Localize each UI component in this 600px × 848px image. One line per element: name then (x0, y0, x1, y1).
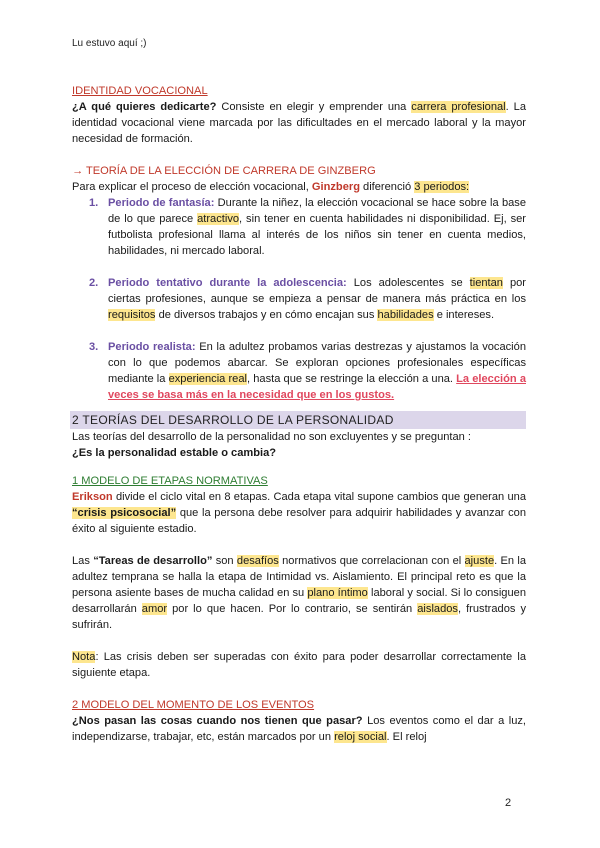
text-span: son (212, 555, 237, 567)
list-item-periodo-realista (72, 339, 526, 403)
section-title-momento-eventos: 2 MODELO DEL MOMENTO DE LOS EVENTOS (72, 699, 315, 711)
highlight-atractivo: atractivo (197, 213, 240, 225)
text-span: Para explicar el proceso de elección vocacional, (72, 181, 312, 193)
period-label: Periodo tentativo durante la adolescencia: (108, 277, 347, 289)
text-span: de diversos trabajos y en cómo encajan sus (155, 309, 378, 321)
header-note: Lu estuvo aquí ;) (72, 38, 147, 49)
text-span: normativos que correlacionan con el (278, 555, 465, 567)
periods-list (72, 195, 526, 403)
text-span: . En la adultez temprana se halla la etapa de Intimidad vs. Aislamiento. El principal reto es que la persona asiente bases de mucha calidad en su (72, 555, 527, 599)
list-item-periodo-tentativo (72, 275, 526, 323)
question-personalidad (72, 445, 526, 461)
text-span: Las (72, 555, 94, 567)
text-span: divide el ciclo vital en 8 etapas. Cada etapa vital supone cambios que generan una (112, 491, 526, 503)
spacer (72, 259, 526, 275)
list-number: 1. (89, 197, 99, 209)
section-bar-teorias-personalidad: 2 TEORÍAS DEL DESARROLLO DE LA PERSONALIDAD (70, 411, 526, 429)
text-span: diferenció (359, 181, 415, 193)
page-content (72, 83, 526, 745)
paragraph-identidad-vocacional (72, 99, 526, 147)
page-number: 2 (505, 797, 512, 809)
paragraph-teorias-intro: Las teorías del desarrollo de la personalidad no son excluyentes y se preguntan : (72, 431, 472, 443)
text-span: laboral y social. Si lo consiguen desarrollarán (72, 587, 526, 615)
text-span: , frustrados y sufrirán. (72, 603, 526, 631)
text-span: por ciertas profesiones, aunque se empieza a pensar de manera más práctica en los (108, 277, 526, 305)
paragraph-erikson (72, 489, 526, 537)
spacer (72, 681, 526, 697)
paragraph-momento-eventos (72, 713, 526, 745)
spacer (72, 461, 526, 473)
highlight-experiencia-real: experiencia real (168, 373, 247, 385)
highlight-plano-intimo: plano íntimo (307, 587, 368, 599)
highlight-aislados: aislados (417, 603, 458, 615)
text-span: por lo que hacen. Por lo contrario, se sentirán (167, 603, 418, 615)
text-span: que la persona debe resolver para adquirir habilidades y avanzar con éxito al siguiente estadio. (72, 507, 526, 535)
period-label: Periodo realista: (108, 341, 196, 353)
text-span: . La identidad vocacional viene marcada por las dificultades en el mercado laboral y la mayor necesidad de formación. (72, 101, 526, 145)
highlight-amor: amor (141, 603, 168, 615)
list-number: 3. (89, 341, 99, 353)
highlight-reloj-social: reloj social (334, 731, 387, 743)
period-label: Periodo de fantasía: (108, 197, 215, 209)
paragraph-tareas-desarrollo (72, 553, 526, 633)
term-tareas-desarrollo: “Tareas de desarrollo” (93, 555, 213, 567)
highlight-3-periodos: 3 periodos: (414, 181, 470, 193)
highlight-habilidades: habilidades (377, 309, 434, 321)
highlight-tientan: tientan (469, 277, 503, 289)
spacer (72, 403, 526, 411)
question-text: ¿Nos pasan las cosas cuando nos tienen que pasar? (72, 715, 363, 727)
list-item-periodo-fantasia (72, 195, 526, 259)
text-span: En la adultez probamos varias destrezas y ajustamos la vocación con lo que podemos abarcar. Se exploran opciones profesionales específicas mediante la (108, 341, 526, 385)
spacer (72, 633, 526, 649)
highlight-crisis-psicosocial: “crisis psicosocial” (72, 507, 177, 519)
text-span: : Las crisis deben ser superadas con éxito para poder desarrollar correctamente la siguiente etapa. (72, 651, 526, 679)
paragraph-ginzberg-intro (72, 179, 526, 195)
text-span: , hasta que se restringe la elección a una. (247, 373, 457, 385)
question-text: ¿A qué quieres dedicarte? (72, 101, 217, 113)
highlight-nota-label: Nota (72, 651, 96, 663)
text-span: Consiste en elegir y emprender una (216, 101, 412, 113)
section-title-etapas-normativas: 1 MODELO DE ETAPAS NORMATIVAS (72, 475, 268, 487)
section-title-ginzberg: → TEORÍA DE LA ELECCIÓN DE CARRERA DE GINZBERG (72, 165, 376, 177)
text-span: Los adolescentes se (346, 277, 470, 289)
highlight-carrera-profesional: carrera profesional (411, 101, 506, 113)
highlight-ajuste: ajuste (464, 555, 495, 567)
spacer (72, 537, 526, 553)
text-span: Durante la niñez, la elección vocacional se hace sobre la base de lo que parece (108, 197, 526, 225)
section-title-identidad-vocacional: IDENTIDAD VOCACIONAL (72, 85, 208, 97)
spacer (72, 147, 526, 163)
text-span: . El reloj (386, 731, 427, 743)
text-span: , sin tener en cuenta habilidades ni disponibilidad. Ej, ser futbolista profesional llama al interés de los niños sin tener en cuenta medios, habilidades, ni mercado laboral. (108, 213, 526, 257)
list-number: 2. (89, 277, 99, 289)
question-text: ¿Es la personalidad estable o cambia? (72, 447, 277, 459)
paragraph-nota (72, 649, 526, 681)
note-eleccion-necesidad: La elección a veces se basa más en la necesidad que en los gustos. (108, 373, 526, 401)
highlight-desafios: desafíos (236, 555, 279, 567)
spacer (72, 323, 526, 339)
text-span: Los eventos como el dar a luz, independizarse, trabajar, etc, están marcados por un (72, 715, 527, 743)
author-erikson: Erikson (72, 491, 113, 503)
author-ginzberg: Ginzberg (311, 181, 360, 193)
text-span: e intereses. (433, 309, 495, 321)
highlight-requisitos: requisitos (108, 309, 156, 321)
